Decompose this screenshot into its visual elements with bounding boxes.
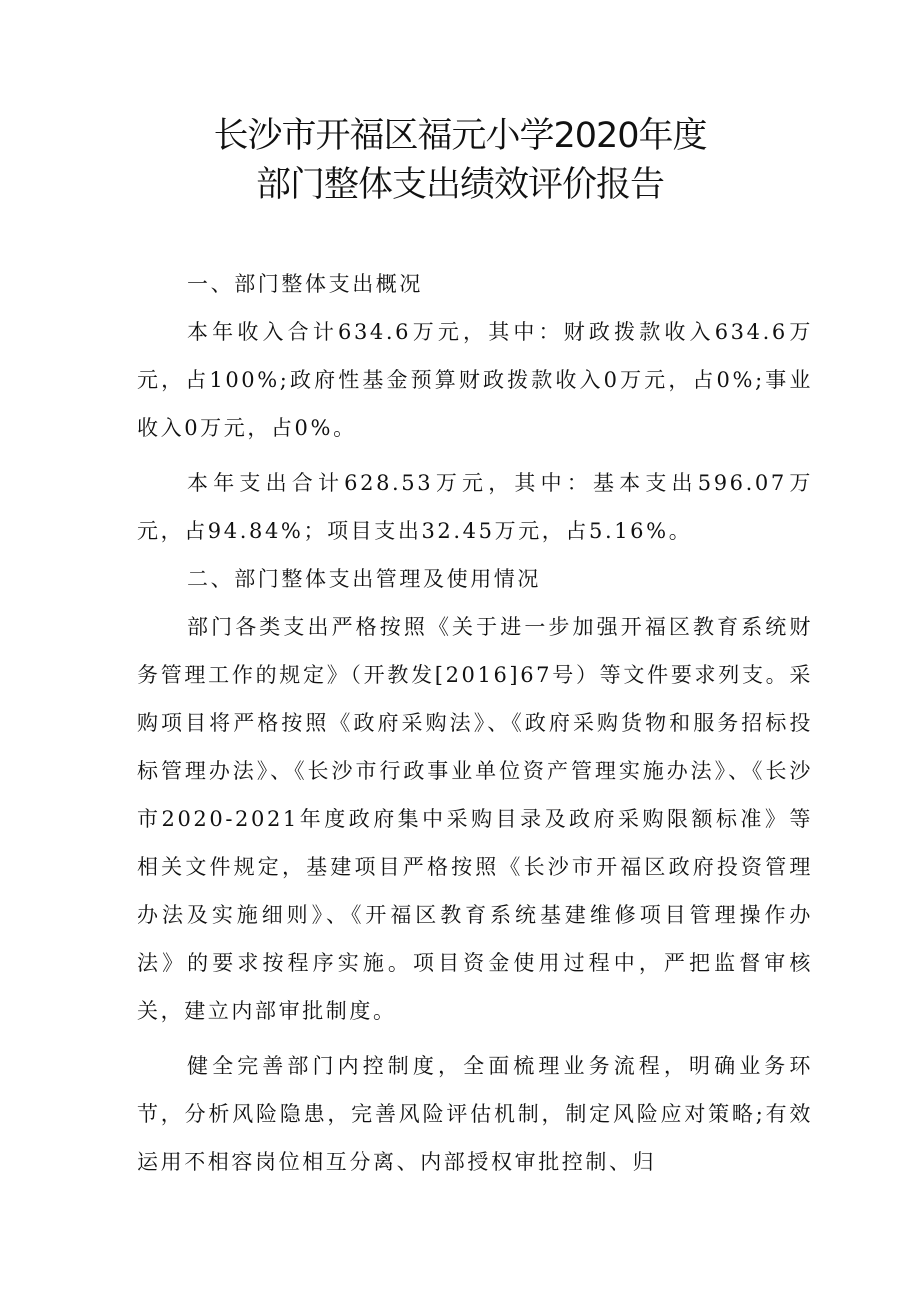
paragraph-internal-control: 健全完善部门内控制度，全面梳理业务流程，明确业务环节，分析风险隐患，完善风险评估机制，制定风险应对策略;有效运用不相容岗位相互分离、内部授权审批控制、归 [137,1054,813,1174]
paragraph-expenditure-summary: 本年支出合计628.53万元，其中：基本支出596.07万元，占94.84%；项目支出32.45万元，占5.16%。 [137,471,813,543]
report-body [137,260,813,1186]
report-title-line-1: 长沙市开福区福元小学2020年度 [213,116,707,156]
section-1-heading: 一、部门整体支出概况 [187,272,423,296]
paragraph-gap [137,452,813,459]
paragraph-income-summary: 本年收入合计634.6万元，其中：财政拨款收入634.6万元，占100%;政府性基金预算财政拨款收入0万元，占0%;事业收入0万元，占0%。 [137,320,813,440]
paragraph-gap [137,1035,813,1042]
report-title-line-2: 部门整体支出绩效评价报告 [255,165,664,205]
section-2-heading: 二、部门整体支出管理及使用情况 [187,567,541,591]
paragraph-management: 部门各类支出严格按照《关于进一步加强开福区教育系统财务管理工作的规定》（开教发[2016]67号）等文件要求列支。采购项目将严格按照《政府采购法》、《政府采购货物和服务招标投标管理办法》、《长沙市行政事业单位资产管理实施办法》、《长沙市2020-2021年度政府集中采购目录及政府采购限额标准》等相关文件规定，基建项目严格按照《长沙市开福区政府投资管理办法及实施细则》、《开福区教育系统基建维修项目管理操作办法》的要求按程序实施。项目资金使用过程中，严把监督审核关，建立内部审批制度。 [137,615,813,1023]
